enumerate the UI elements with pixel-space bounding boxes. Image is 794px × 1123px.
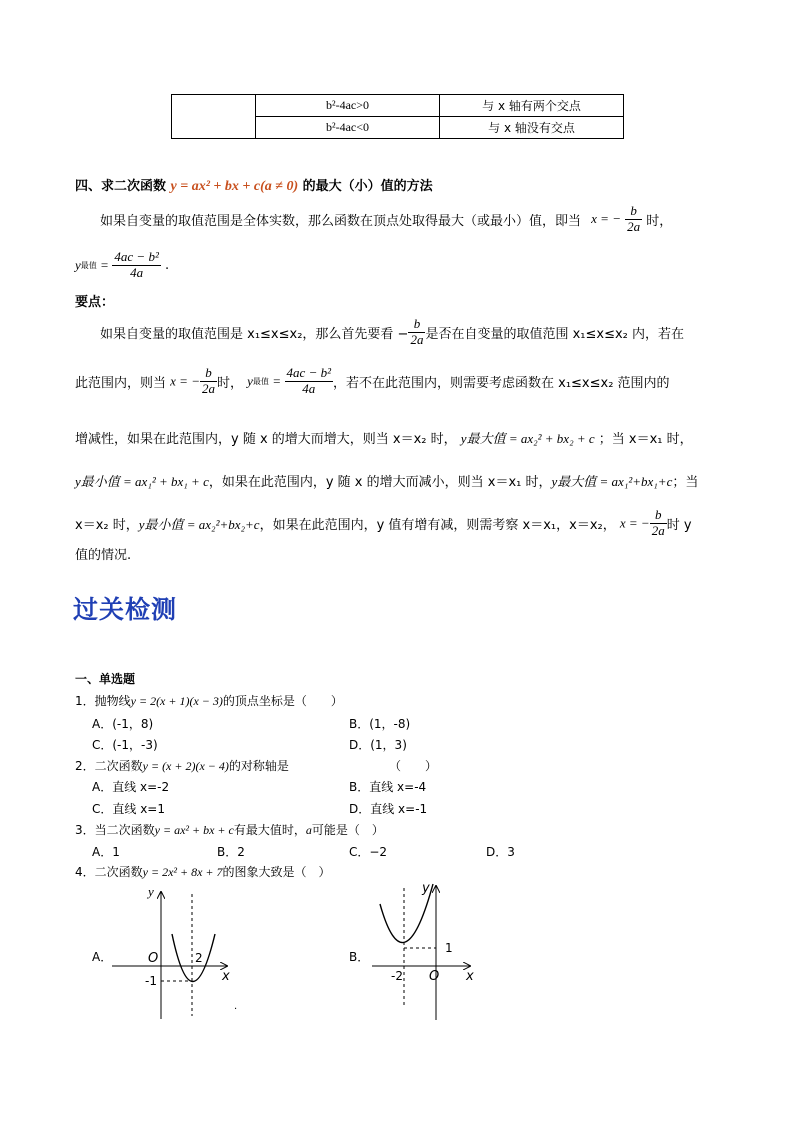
y-label: y [148,884,154,899]
x-label: x [466,969,474,984]
option-c[interactable]: C．直线 x=1 [92,802,165,816]
table-cell: b²-4ac<0 [256,117,440,139]
discriminant-table [171,94,624,139]
option-b[interactable]: B．直线 x=-4 [349,780,427,794]
tick-label: -2 [391,969,403,983]
fraction: $\frac{b}{2a}$ [410,316,424,347]
question-4-stem: 4．二次函数y = 2x² + 8x + 7的图象大致是（ ） [75,865,331,879]
fraction: $\frac{b}{2a}$ [627,203,641,234]
section-title: 过关检测 [73,595,178,624]
fraction: $\frac{\text{4ac − b²}}{4a}$ [114,249,159,280]
tick-label: -1 [145,974,157,988]
option-d[interactable]: D．直线 x=-1 [349,802,428,816]
fraction: $\frac{\text{4ac − b²}}{4a}$ [286,365,331,396]
graph-option-a[interactable] [112,884,242,1024]
option-d[interactable]: D．3 [486,845,515,859]
question-3-stem: 3．当二次函数y = ax² + bx + c有最大值时，a可能是（ ） [75,823,384,837]
option-b-label[interactable]: B． [349,950,370,964]
question-section-label: 一、单选题 [75,672,136,686]
tick-label: 2 [195,951,203,965]
paragraph-line: x＝x₂ 时，y最小值 = ax₂²+bx₂+c，如果在此范围内，y 值有增有减，则需考察 x＝x₁，x＝x₂， x = − $\frac{b}{2a}$ 时 y [75,507,692,538]
option-c[interactable]: C．(-1，-3) [92,738,158,752]
paragraph-line: 此范围内，则当 x = − $\frac{b}{2a}$ 时， y最值 = $\frac{\text{4ac − b²}}{4a}$ ，若不在此范围内，则需要考虑函数在 x₁≤x≤x₂ 范围内的 [75,365,670,396]
table-cell: 与 x 轴有两个交点 [440,95,624,117]
tick-label: 1 [445,941,453,955]
table-cell: b²-4ac>0 [256,95,440,117]
option-c[interactable]: C．−2 [349,845,388,859]
paragraph: 如果自变量的取值范围是全体实数，那么函数在顶点处取得最大（或最小）值，即当 x = − $\frac{b}{2a}$ 时， [100,203,673,234]
question-2-stem: 2．二次函数y = (x + 2)(x − 4)的对称轴是 [75,759,289,773]
table-cell: 与 x 轴没有交点 [440,117,624,139]
fraction: $\frac{b}{2a}$ [651,507,665,538]
option-a[interactable]: A．直线 x=-2 [92,780,170,794]
answer-paren: （ ） [389,759,438,773]
paragraph-line: 如果自变量的取值范围是 x₁≤x≤x₂，那么首先要看 − $\frac{b}{2a}$ 是否在自变量的取值范围 x₁≤x≤x₂ 内，若在 [100,316,685,347]
y-label: y [422,881,430,896]
question-1-stem: 1．抛物线y = 2(x + 1)(x − 3)的顶点坐标是（ ） [75,694,343,708]
graph-option-b[interactable] [370,880,490,1025]
origin-label: O [429,969,440,984]
paragraph-line: y最小值 = ax₁² + bx₁ + c，如果在此范围内，y 随 x 的增大而减小，则当 x＝x₁ 时，y最大值 = ax₁²+bx₁+c；当 [75,474,699,490]
paragraph-line: 值的情况. [75,548,132,563]
fraction: $\frac{b}{2a}$ [201,365,215,396]
paragraph-line: 增减性，如果在此范围内，y 随 x 的增大而增大，则当 x＝x₂ 时， y最大值 = ax₂² + bx₂ + c ；当 x＝x₁ 时， [75,431,693,447]
option-a[interactable]: A．(-1，8) [92,717,154,731]
section-heading: 四、求二次函数 y = ax² + bx + c(a ≠ 0) 的最大（小）值的方法 [75,179,433,194]
formula-line: y最值 = $\frac{\text{4ac − b²}}{4a}$ . [75,249,170,280]
option-b[interactable]: B．2 [217,845,245,859]
x-label: x [222,969,230,984]
stray-dot: · [234,1004,238,1015]
option-a-label[interactable]: A． [92,950,113,964]
key-points-label: 要点： [75,295,115,310]
formula: y = ax² + bx + c(a ≠ 0) [170,179,299,194]
option-d[interactable]: D．(1，3) [349,738,407,752]
option-a[interactable]: A．1 [92,845,120,859]
table-empty-cell [172,95,256,139]
option-b[interactable]: B．(1，-8) [349,717,411,731]
parabola [172,934,215,982]
origin-label: O [148,951,159,966]
